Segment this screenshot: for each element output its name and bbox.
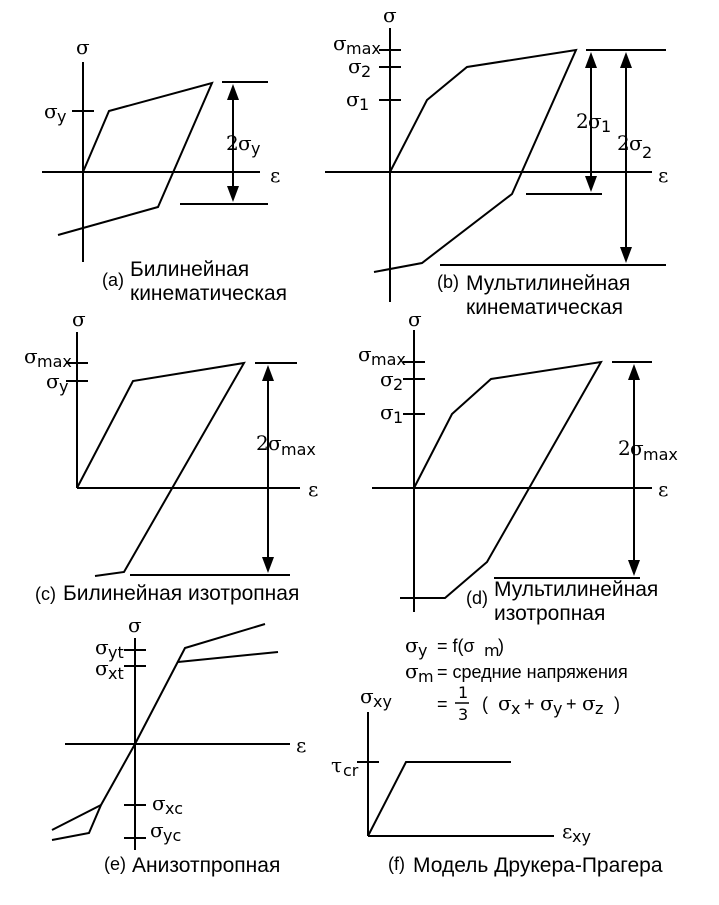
panel-c-arrow-up: [262, 365, 274, 381]
panel-f-epsilon-sub: xy: [572, 827, 591, 846]
panel-e-sigma-yc-label: σ: [150, 818, 164, 842]
panel-b-sigma-label: σ: [383, 3, 397, 27]
formula-block: [405, 633, 628, 724]
formula-line2-lhs: σ: [405, 659, 419, 683]
panel-d-two-sigma-sub: max: [643, 445, 678, 464]
panel-b-arrow2-down: [620, 247, 632, 263]
panel-b-two-sigma2-sub: 2: [642, 143, 653, 162]
panel-c-hysteresis-curve: [77, 363, 244, 576]
panel-b-arrow1-up: [585, 52, 597, 68]
panel-e-sigma-label: σ: [128, 613, 142, 637]
formula-line3-sz: σ: [582, 691, 596, 715]
panel-d-sigma-2-label: σ: [380, 367, 394, 391]
panel-b-hysteresis-curve: [374, 50, 576, 272]
panel-a-hysteresis-curve: [58, 83, 212, 235]
panel-c-epsilon-label: ε: [308, 477, 319, 501]
formula-line1-rhs-sub: m: [484, 641, 500, 660]
panel-d-sigma-1-label: σ: [380, 400, 394, 424]
formula-line1-lhs-sub: y: [418, 641, 428, 660]
panel-e-sigma-yt-sub: yt: [108, 643, 124, 662]
panel-c-sigma-max-label: σ: [24, 344, 38, 368]
panel-a-caption-tag: (a): [102, 270, 124, 290]
panel-e-caption-tag: (e): [104, 854, 126, 874]
panel-d-sigma-max-sub: max: [371, 350, 406, 369]
formula-line3-close: ): [614, 694, 620, 714]
panel-f-sigma-xy-sub: xy: [373, 692, 392, 711]
panel-c-arrow-down: [262, 557, 274, 573]
panel-d-two-sigma-label: σ: [630, 436, 644, 460]
panel-b-epsilon-label: ε: [658, 163, 669, 187]
panel-c-bilinear-isotropic: [24, 307, 318, 605]
formula-line1-close: ): [498, 636, 504, 656]
panel-a-caption-line2: кинематическая: [130, 282, 288, 305]
panel-f-sigma-xy-label: σ: [360, 684, 374, 708]
panel-f-tau-label: τ: [331, 753, 343, 777]
panel-c-sigma-label: σ: [72, 307, 86, 331]
formula-frac-den: 3: [458, 705, 469, 724]
formula-line3-plus1: +: [524, 694, 535, 714]
panel-c-caption-line1: Билинейная изотропная: [63, 582, 300, 605]
formula-line3-sy-sub: y: [553, 699, 563, 718]
panel-c-two: 2: [256, 431, 269, 455]
panel-d-multilinear-isotropic: [358, 307, 678, 625]
panel-f-epsilon-label: ε: [562, 819, 573, 843]
panel-b-two-sigma1-sub: 1: [601, 117, 612, 136]
panel-c-two-sigma-sub: max: [281, 440, 316, 459]
panel-e-sigma-xc-label: σ: [152, 791, 166, 815]
panel-a-arrow-up: [227, 84, 239, 100]
panel-b-multilinear-kinematic: [325, 3, 668, 319]
panel-a-sigma-label: σ: [76, 35, 90, 59]
panel-d-caption-tag: (d): [466, 588, 488, 608]
panel-f-curve: [368, 762, 511, 836]
panel-e-sigma-xt-label: σ: [95, 656, 109, 680]
panel-b-sigma-2-sub: 2: [361, 62, 372, 81]
panel-b-sigma-1-sub: 1: [359, 95, 370, 114]
formula-frac-num: 1: [458, 683, 469, 702]
panel-b-sigma-max-label: σ: [333, 31, 347, 55]
panel-b-caption-tag: (b): [437, 272, 459, 292]
panel-b-two-1: 2: [576, 109, 589, 133]
panel-a-bilinear-kinematic: [42, 35, 287, 305]
panel-c-caption-tag: (c): [35, 584, 56, 604]
panel-d-arrow-down: [628, 560, 640, 576]
panel-c-sigma-max-sub: max: [37, 352, 72, 371]
panel-a-two-label: 2: [226, 131, 239, 155]
panel-e-sigma-xc-sub: xc: [165, 799, 183, 818]
panel-b-two-sigma1-label: σ: [588, 109, 602, 133]
panel-a-sigma-y-label: σ: [44, 99, 58, 123]
formula-line3-sy: σ: [540, 691, 554, 715]
formula-line3-sx-sub: x: [511, 699, 521, 718]
panel-b-two-2: 2: [617, 131, 630, 155]
formula-line3-open: (: [482, 694, 488, 714]
formula-line1-lhs: σ: [405, 633, 419, 657]
panel-d-hysteresis-curve: [400, 362, 601, 598]
panel-a-epsilon-label: ε: [270, 163, 281, 187]
panel-b-two-sigma2-label: σ: [629, 131, 643, 155]
panel-b-caption-line1: Мультилинейная: [466, 272, 631, 295]
panel-e-compression-branch: [52, 805, 101, 830]
panel-c-two-sigma-label: σ: [268, 431, 282, 455]
panel-e-caption-line1: Анизотпропная: [132, 854, 281, 877]
panel-f-caption-line1: Модель Друкера-Прагера: [413, 854, 663, 877]
panel-d-epsilon-label: ε: [658, 477, 669, 501]
panel-b-sigma-2-label: σ: [348, 54, 362, 78]
formula-line3-sz-sub: z: [595, 699, 604, 718]
panel-c-sigma-y-label: σ: [46, 369, 60, 393]
panel-a-sigma-y-sub: y: [57, 107, 67, 126]
panel-d-sigma-max-label: σ: [358, 342, 372, 366]
formula-line1-rhs: = f(σ: [437, 636, 475, 656]
panel-e-sigma-xt-sub: xt: [108, 664, 124, 683]
panel-d-caption-line2: изотропная: [494, 602, 606, 625]
panel-d-arrow-up: [628, 364, 640, 380]
panel-f-caption-tag: (f): [388, 854, 405, 874]
panel-a-caption-line1: Билинейная: [130, 258, 250, 281]
formula-line2-rhs: = средние напряжения: [437, 662, 628, 682]
panel-a-arrow-down: [227, 186, 239, 202]
formula-line2-lhs-sub: m: [418, 667, 434, 686]
panel-a-two-sigma-sub: y: [251, 139, 261, 158]
formula-line3-plus2: +: [566, 694, 577, 714]
panel-b-sigma-1-label: σ: [346, 87, 360, 111]
panel-e-x-direction-branch: [178, 652, 278, 662]
panel-e-anisotropic: [52, 613, 306, 877]
panel-c-sigma-y-sub: y: [59, 377, 69, 396]
panel-b-arrow2-up: [620, 52, 632, 68]
panel-e-sigma-yc-sub: yc: [163, 826, 182, 845]
panel-a-two-sigma-label: σ: [238, 131, 252, 155]
panel-f-tau-sub: cr: [343, 761, 359, 780]
formula-line3-sx: σ: [498, 691, 512, 715]
panel-d-sigma-2-sub: 2: [393, 375, 404, 394]
panel-e-sigma-yt-label: σ: [95, 635, 109, 659]
panel-d-caption-line1: Мультилинейная: [494, 578, 659, 601]
panel-b-caption-line2: кинематическая: [466, 296, 624, 319]
panel-e-epsilon-label: ε: [296, 733, 307, 757]
formula-line3-eq: =: [437, 694, 448, 714]
panel-b-arrow1-down: [585, 176, 597, 192]
panel-d-two: 2: [618, 436, 631, 460]
panel-b-sigma-max-sub: max: [346, 39, 381, 58]
panel-d-sigma-label: σ: [408, 307, 422, 331]
panel-d-sigma-1-sub: 1: [393, 408, 404, 427]
